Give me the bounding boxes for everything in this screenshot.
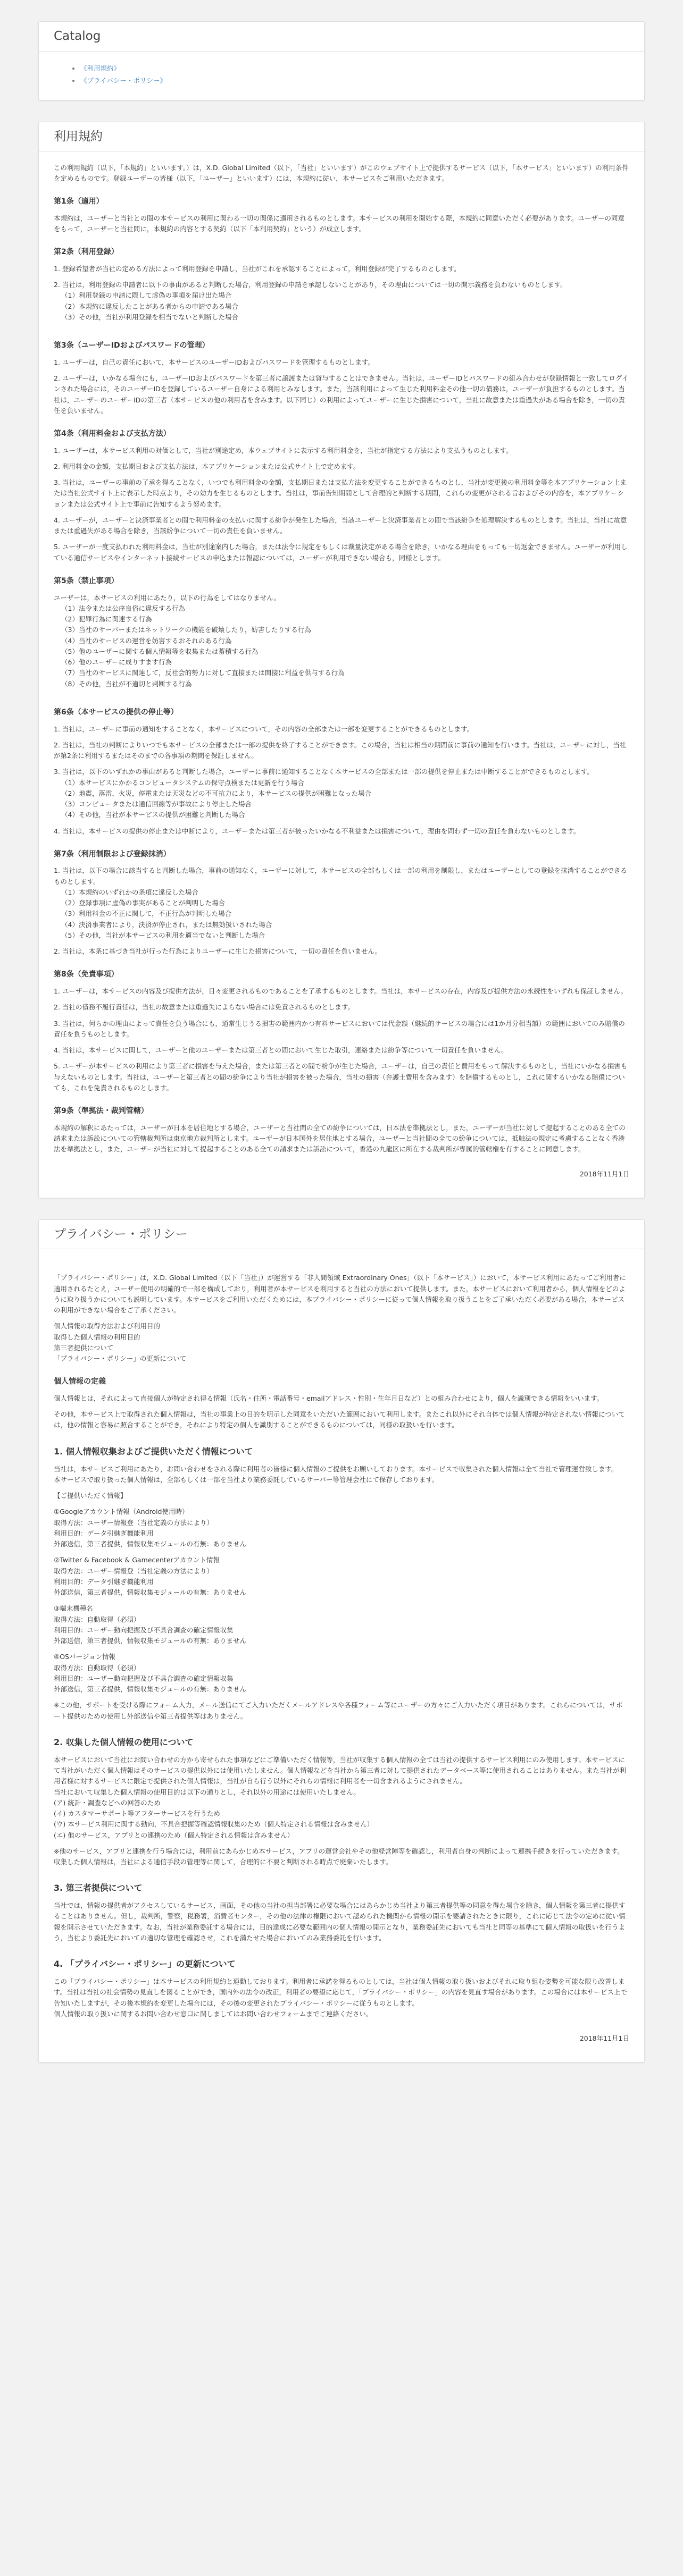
terms-article-paragraph: 2. 当社は，利用登録の申請者に以下の事由があると判断した場合，利用登録の申請を承認しないことがあり，その理由については一切の開示義務を負わないものとします。 <box>54 281 567 289</box>
terms-article-block <box>54 826 629 837</box>
privacy-section-heading: 4. 「プライバシー・ポリシー」の更新について <box>54 1959 236 1969</box>
terms-article-paragraph: 1. 当社は，ユーザーに事前の通知をすることなく，本サービスについて，その内容の全部または一部を変更することができるものとします。 <box>54 725 474 733</box>
terms-article-block <box>54 767 629 826</box>
privacy-section-line: 個人情報の取り扱いに関するお問い合わせ窓口に関しましてはお問い合わせフォームまでご連絡ください。 <box>54 2009 373 2018</box>
privacy-toc-item: 「プライバシー・ポリシー」の更新について <box>54 1354 187 1363</box>
terms-sections <box>54 196 629 1155</box>
catalog-link-terms[interactable]: 《利用規約》 <box>80 64 121 72</box>
terms-article-paragraph: 1. 登録希望者が当社の定める方法によって利用登録を申請し，当社がこれを承認することによって，利用登録が完了するものとします。 <box>54 264 461 273</box>
terms-header <box>39 122 644 152</box>
terms-article-paragraph: 1. ユーザーは，本サービス利用の対価として，当社が別途定め，本ウェブサイトに表示する利用料金を，当社が指定する方法により支払うものとします。 <box>54 446 513 454</box>
privacy-toc-item: 取得した個人情報の利用目的 <box>54 1333 140 1341</box>
privacy-section-heading: 1. 個人情報収集およびご提供いただく情報について <box>54 1446 253 1457</box>
privacy-header <box>39 1220 644 1250</box>
privacy-section-line: 利用目的：ユーザー動向把握及び不具合調査の確定情報収集 <box>54 1626 234 1634</box>
privacy-section-line: 当社において収集した個人情報の使用目的は以下の通りとし，それ以外の用途には使用いたしません。 <box>54 1788 360 1796</box>
catalog-body <box>39 52 644 100</box>
terms-article-heading: 第6条（本サービスの提供の停止等） <box>54 708 178 717</box>
terms-article-paragraph: 5. ユーザーが本サービスの利用により第三者に損害を与えた場合，または第三者との間で紛争が生じた場合，ユーザーは，自己の責任と費用をもって解決するものとし，当社にいかなる損害も与えないものとします。当社は，ユーザーと第三者との間の紛争により当社が損害を被った場合，当社の損害（弁護士費用を含みます）を賠償するものとし，これに関するいかなる賠償についても，これを免責されるものとします。 <box>54 1062 628 1092</box>
privacy-intro: 「プライバシー・ポリシー」は，X.D. Global Limited（以下「当社」）が運営する「非人間領域 Extraordinary Ones」（以下「本サービス」）において，本サービス利用にあたってご利用者に適用されるたとえ，ユーザー使用の明確的で一部を構成しており，利用者が本サービスを利用すると当社の方法において提供します。また，本サービスにおいて利用者から，個人情報をどのように取り扱うかについても説明しています。本サービスをご利用いただくためには，本プライバシー・ポリシーに従って個人情報を取り扱うことをご了承いただく必要がある場合，本サービスの利用ができない場合をご了承ください。 <box>54 1274 626 1315</box>
privacy-section-line: 取得方法：ユーザー情報登（当社定義の方法により） <box>54 1518 214 1527</box>
privacy-section-line: 取得方法：自動取得（必須） <box>54 1663 140 1672</box>
catalog-header <box>39 22 644 52</box>
terms-article-block <box>54 593 629 695</box>
privacy-section-line: ③端末機種名 <box>54 1604 93 1613</box>
terms-article-subitem: （3）その他，当社が利用登録を相当でないと判断した場合 <box>61 313 238 321</box>
terms-article-block <box>54 477 629 510</box>
line-spacer <box>54 1695 629 1700</box>
privacy-date: 2018年11月1日 <box>579 2034 629 2043</box>
terms-article-subitem: （1）法令または公序良俗に違反する行為 <box>61 604 185 612</box>
line-spacer <box>54 1485 629 1491</box>
terms-article-subitem: （3）当社のサーバーまたはネットワークの機能を破壊したり，妨害したりする行為 <box>61 626 311 634</box>
terms-article-block <box>54 373 629 416</box>
privacy-section-line: (エ) 他のサービス，アプリとの連携のため（個人特定される情報は含みません） <box>54 1831 294 1839</box>
terms-article-block <box>54 445 629 456</box>
terms-article-paragraph: 3. 当社は，ユーザーの事前の了承を得ることなく，いつでも利用料金の金額，支払期日または支払方法を変更することができるものとし，当社が変更後の利用料金等を本アプリケーション上または当社公式サイト上に表示した時点より，その効力を生じるものとします。当社は，事前告知期間として合理的と判断する期間，これらの変更がされる旨およびその内容を，本アプリケーションまたは公式サイト上で事前に告知するよう努めます。 <box>54 478 627 508</box>
terms-article-subitem: （5）その他，当社が本サービスの利用を適当でないと判断した場合 <box>61 931 265 939</box>
terms-article-subitem: （1）本サービスにかかるコンピュータシステムの保守点検または更新を行う場合 <box>61 778 304 787</box>
terms-article-block <box>54 515 629 537</box>
terms-article-paragraph: 4. 当社は，本サービスの提供の停止または中断により，ユーザーまたは第三者が被ったいかなる不利益または損害について，理由を問わず一切の責任を負わないものとします。 <box>54 827 580 835</box>
terms-article-paragraph: 2. ユーザーは，いかなる場合にも，ユーザーIDおよびパスワードを第三者に譲渡または貸与することはできません。当社は，ユーザーIDとパスワードの組み合わせが登録情報と一致してログインされた場合には，そのユーザーIDを登録しているユーザー自身による利用とみなします。また，当該利用によって生じた利用料金その他一切の債務は，ユーザーが負担するものとします。当社は，ユーザーのユーザーIDの第三者（本サービスの他の利用者を含みます。以下同じ）の利用によってユーザーに生じた損害について，当社に故意または重過失がある場合を除き，一切の責任を負いません。 <box>54 374 629 415</box>
privacy-section-line: (ア) 統計・調査などへの回答のため <box>54 1798 161 1807</box>
privacy-section-line: ④OSバージョン情報 <box>54 1653 115 1661</box>
terms-card <box>38 122 645 1198</box>
terms-article-subitem: （1）利用登録の申請に際して虚偽の事項を届け出た場合 <box>61 291 232 300</box>
privacy-section-line: 利用目的：データ引継ぎ機能利用 <box>54 1577 154 1586</box>
block-spacer <box>54 689 629 695</box>
privacy-section-line: 外部送信，第三者提供，情報収集モジュールの有無：ありません <box>54 1588 247 1597</box>
privacy-definition-heading: 個人情報の定義 <box>54 1377 106 1386</box>
terms-article-paragraph: 5. ユーザーが一度支払われた利用料金は，当社が別途案内した場合，または法令に規定をもしくは裁量決定がある場合を除き，いかなる理由をもっても一切返金できません。ユーザーが利用している通信サービスやインターネット接続サービスの申込または報認については，ユーザーが利用できない場合も，同様とします。 <box>54 543 628 562</box>
terms-article-block <box>54 1002 629 1013</box>
terms-article-paragraph: 3. 当社は，以下のいずれかの事由があると判断した場合，ユーザーに事前に通知することなく本サービスの全部または一部の提供を停止または中断することができるものとします。 <box>54 768 594 776</box>
terms-article-heading: 第8条（免責事項） <box>54 970 119 979</box>
privacy-section-line: 当社は，本サービスご利用にあたり，お問い合わせをされる際に利用者の皆様に個人情報のご提供をお願いしております。本サービスで収集された個人情報は全て当社で管理運営致します。 <box>54 1464 618 1473</box>
terms-article-heading: 第7条（利用制限および登録抹消） <box>54 849 171 858</box>
privacy-section-line: 外部送信，第三者提供，情報収集モジュールの有無：ありません <box>54 1637 247 1645</box>
terms-article-block <box>54 1061 629 1093</box>
privacy-definition-para: 個人情報とは，それによって直接個人が特定され得る情報（氏名・住所・電話番号・emailアドレス・性別・生年月日など）との組み合わせにより，個人を識別できる情報をいいます。 <box>54 1394 604 1402</box>
privacy-section-line: この「プライバシー・ポリシー」は本サービスの利用規約と連動しております。利用者に承諾を得るものとしては，当社は個人情報の取り扱いおよびそれに取り組む姿勢を可能な限り改善します。当社は当社の社会情勢の見直しを図ることができ，国内外の法令の改正，利用者の要望に応じて，「プライバシー・ポリシー」の内容を見直す場合があります。この場合には本サービス上で告知いたしますが，その後本規約を変更した場合には，その後の変更されたプライバシー・ポリシーに従うものとします。 <box>54 1977 627 2007</box>
catalog-card <box>38 21 645 100</box>
terms-article-block <box>54 280 629 328</box>
line-spacer <box>54 1598 629 1603</box>
terms-article-paragraph: 本規約は，ユーザーと当社との間の本サービスの利用に関わる一切の関係に適用されるものとします。本サービスの利用を開始する際，本規約に同意いただく必要があります。ユーザーの同意をもって，ユーザーと当社間に，本規約の内容とする契約（以下「本利用契約」という）が成立します。 <box>54 214 625 233</box>
privacy-section-line: ②Twitter & Facebook & Gamecenterアカウント情報 <box>54 1556 220 1564</box>
terms-article-paragraph: 4. ユーザーが，ユーザーと決済事業者との間で利用料金の支払いに関する紛争が発生した場合，当該ユーザーと決済事業者との間で当該紛争を処理解決するものとします。当社は，当社に故意または重過失がある場合を除き，当該紛争について一切の責任を負いません。 <box>54 516 627 535</box>
privacy-section-line: 外部送信，第三者提供，情報収集モジュールの有無：ありません <box>54 1685 247 1694</box>
privacy-toc-item: 第三者提供について <box>54 1343 114 1352</box>
terms-article-subitem: （2）地震，落雷，火災，停電または天災などの不可抗力により，本サービスの提供が困難となった場合 <box>61 789 371 797</box>
line-spacer <box>54 1501 629 1506</box>
terms-article-paragraph: 2. 当社は，当社の判断によりいつでも本サービスの全部または一部の提供を終了することができます。この場合，当社は相当の期間前に事前の通知を行います。当社は，ユーザーに対し，当社が第2条に利用するまたはそのまでの各事項の期間を保証しません。 <box>54 740 627 760</box>
terms-article-heading: 第5条（禁止事項） <box>54 576 119 585</box>
terms-article-block <box>54 946 629 957</box>
block-spacer <box>54 941 629 946</box>
terms-article-block <box>54 1018 629 1040</box>
terms-article-heading: 第1条（適用） <box>54 197 104 206</box>
terms-article-subitem: （3）コンピュータまたは通信回線等が事故により停止した場合 <box>61 800 252 809</box>
terms-article-heading: 第2条（利用登録） <box>54 248 119 257</box>
privacy-sections <box>54 1445 629 2019</box>
line-spacer <box>54 1841 629 1846</box>
terms-article-subitem: （1）本規約のいずれかの条項に違反した場合 <box>61 888 198 896</box>
privacy-section-line: (ウ) 本サービス利用に関する動向，不具合把握等確認情報収集のため（個人特定される情報は含みません） <box>54 1820 374 1829</box>
privacy-section-line: 外部送信，第三者提供，情報収集モジュールの有無：ありません <box>54 1540 247 1548</box>
privacy-section-line: 本サービスにおいて当社にお問い合わせの方から寄せられた事項などにご準備いただく情報等，当社が収集する個人情報の全ては当社の提供するサービス利用にのみ使用します。本サービスにて当社がいただく個人情報はそのサービスの提供以外には使用いたしません。個人情報などを当社から第三者に対して提供されたデータベース等に使用されることはありません。また当社が利用者様に対するサービスに限定で提供された個人情報は，当社が自ら行う以外にそれらの情報に利用者を一切含まれるようにされません。 <box>54 1755 626 1786</box>
privacy-toc <box>54 1321 629 1364</box>
terms-article-block <box>54 213 629 235</box>
block-spacer <box>54 323 629 328</box>
terms-date: 2018年11月1日 <box>579 1169 629 1178</box>
privacy-toc-item: 個人情報の取得方法および利用目的 <box>54 1322 161 1331</box>
terms-article-subitem: （8）その他，当社が不適切と判断する行為 <box>61 679 192 688</box>
terms-article-paragraph: 1. ユーザーは，本サービスの内容及び提供方法が，日々変更されるものであることを了承するものとします。当社は，本サービスの存在，内容及び提供方法の永続性をいずれも保証しません。 <box>54 987 628 996</box>
terms-article-block <box>54 357 629 368</box>
privacy-section-line: ※この他，サポートを受ける際にフォーム入力，メール送信にてご入力いただくメールアドレスや各種フォーム等にユーザーの方々にご入力いただく項目があります。これらについては，サポート提供のための使用し外部送信や第三者提供等はありません。 <box>54 1701 623 1720</box>
terms-article-block <box>54 461 629 472</box>
catalog-title: Catalog <box>54 29 101 43</box>
privacy-section-line: ※他のサービス，アプリと連携を行う場合には，利用前にあらかじめ本サービス，アプリの運営会社やその他経営陣等を確認し，利用者自身の判断によって連携手続きを行っていただきます。 <box>54 1847 624 1855</box>
privacy-section-line: 利用目的：データ引継ぎ機能利用 <box>54 1529 154 1537</box>
catalog-item-terms <box>80 62 629 75</box>
terms-article-paragraph: 1. 当社は，以下の場合に該当すると判断した場合，事前の通知なく，ユーザーに対して，本サービスの全部もしくは一部の利用を制限し，またはユーザーとしての登録を抹消することができるものとします。 <box>54 866 627 886</box>
terms-article-heading: 第3条（ユーザーIDおよびパスワードの管理） <box>54 341 210 350</box>
privacy-card <box>38 1219 645 2063</box>
terms-article-block <box>54 1123 629 1155</box>
terms-article-block <box>54 1045 629 1056</box>
privacy-section-heading: 3. 第三者提供について <box>54 1883 143 1893</box>
terms-article-block <box>54 740 629 762</box>
privacy-definition-para: その他，本サービス上で取得された個人情報は，当社の事業上の目的を明示した同意をいただいた範囲において利用します。またこれ以外にそれ自体では個人情報が特定されない情報については，他の情報と容易に照合することができ，それにより特定の個人を識別することができるものについては，同様の取扱いを行います。 <box>54 1410 625 1429</box>
terms-article-subitem: （5）他のユーザーに関する個人情報等を収集または蓄積する行為 <box>61 647 259 655</box>
privacy-section-line: 取得方法：ユーザー情報登（当社定義の方法により） <box>54 1567 214 1575</box>
terms-article-block <box>54 264 629 274</box>
terms-article-heading: 第9条（準拠法・裁判管轄） <box>54 1107 148 1116</box>
terms-article-paragraph: 2. 当社は，本条に基づき当社が行った行為によりユーザーに生じた損害について，一切の責任を負いません。 <box>54 947 382 956</box>
terms-article-subitem: （7）当社のサービスに関連して，反社会的勢力に対して直接または間接に利益を供与する行為 <box>61 669 345 677</box>
terms-article-paragraph: 本規約の解釈にあたっては，ユーザーが日本を居住地とする場合，ユーザーと当社間の全ての紛争については，日本法を準拠法とし，また，ユーザーが当社に対して提起することのある全ての請求または訴訟についての管轄裁判所は東京地方裁判所とします。ユーザーが日本国外を居住地とする場合，ユーザーと当社間の全ての紛争については，抵触法の規定に考慮することなく香港法を準拠法とし，また，ユーザーが当社に対して提起することのある全ての請求または訴訟について，香港の九龍区に所在する裁判所が専属的管轄権を有することに同意します。 <box>54 1123 626 1154</box>
privacy-section-line: 利用目的：ユーザー動向把握及び不具合調査の確定情報収集 <box>54 1674 234 1682</box>
catalog-link-privacy[interactable]: 《プライバシー・ポリシー》 <box>80 77 166 85</box>
terms-intro: この利用規約（以下，「本規約」といいます。）は，X.D. Global Limited（以下，「当社」といいます）がこのウェブサイト上で提供するサービス（以下，「本サービス」といいます）の利用条件を定めるものです。登録ユーザーの皆様（以下，「ユーザー」といいます）には，本規約に従い，本サービスをご利用いただきます。 <box>54 163 629 182</box>
terms-body <box>39 152 644 1198</box>
privacy-section-line: 【ご提供いただく情報】 <box>54 1492 127 1500</box>
catalog-list <box>54 62 629 88</box>
terms-article-subitem: （2）本規約に違反したことがある者からの申請である場合 <box>61 302 238 310</box>
privacy-section-heading: 2. 収集した個人情報の使用について <box>54 1737 194 1747</box>
privacy-section-line: 当社では，情報の提供者がアクセスしているサービス，画面，その他の当社の担当部署に必要な場合にはあらかじめ当社より第三者提供等の同意を得た場合を除き，個人情報を第三者に提供することはありません。但し，裁判所，警察，税務署，消費者センター，その他の法律の権限において認められた機関から情報の開示を要請されたときに限り，これに応じて法令の定めに従い情報を開示させていただきます。なお，当社が業務委託する場合には，目的達成に必要な範囲内の個人情報の開示となり，業務委託先においても当社と同等の基準にて個人情報の取扱いを行うよう，当社より委託先においての適切な管理を確認させ，これを満たせた場合においてのみ業務委託を行います。 <box>54 1901 626 1942</box>
terms-title: 利用規約 <box>54 130 103 144</box>
privacy-section-line: 本サービスで取り扱った個人情報は，全部もしくは一部を当社より業務委託しているサーバー等管理会社にて保存しております。 <box>54 1475 439 1484</box>
block-spacer <box>54 821 629 826</box>
privacy-section-line: ①Googleアカウント情報（Android使用時） <box>54 1508 189 1516</box>
terms-article-block <box>54 865 629 946</box>
privacy-section-line: 取得方法：自動取得（必須） <box>54 1615 140 1623</box>
terms-article-subitem: （4）当社のサービスの運営を妨害するおそれのある行為 <box>61 636 232 645</box>
terms-article-subitem: （6）他のユーザーに成りすます行為 <box>61 658 172 667</box>
terms-article-subitem: （2）犯罪行為に関連する行為 <box>61 615 152 624</box>
terms-article-subitem: （2）登録事項に虚偽の事実があることが判明した場合 <box>61 899 225 907</box>
catalog-item-privacy <box>80 74 629 87</box>
terms-article-block <box>54 724 629 735</box>
terms-article-paragraph: 4. 当社は，本サービスに関して，ユーザーと他のユーザーまたは第三者との間において生じた取引，連絡または紛争等について一切責任を負いません。 <box>54 1046 508 1055</box>
terms-article-subitem: （3）利用料金の不正に関して，不正行為が判明した場合 <box>61 910 232 918</box>
privacy-section-line: (イ) カスタマーサポート等アフターサービスを行うため <box>54 1809 220 1818</box>
line-spacer <box>54 1646 629 1652</box>
terms-article-block <box>54 542 629 563</box>
terms-article-paragraph: ユーザーは，本サービスの利用にあたり，以下の行為をしてはなりません。 <box>54 593 280 602</box>
terms-article-subitem: （4）その他，当社が本サービスの提供が困難と判断した場合 <box>61 811 245 819</box>
privacy-title: プライバシー・ポリシー <box>54 1227 188 1241</box>
privacy-section-line: 収集した個人情報は，当社による通信手段の管理等に関して，合理的に不要と判断される時点で廃棄いたします。 <box>54 1858 393 1866</box>
terms-article-paragraph: 2. 当社の債務不履行責任は，当社の故意または重過失によらない場合には免責されるものとします。 <box>54 1003 354 1012</box>
privacy-body <box>39 1249 644 2062</box>
terms-article-paragraph: 2. 利用料金の金額，支払期日および支払方法は，本アプリケーションまたは公式サイト上で定めます。 <box>54 462 360 470</box>
line-spacer <box>54 1550 629 1555</box>
terms-article-heading: 第4条（利用料金および支払方法） <box>54 430 171 439</box>
terms-article-block <box>54 986 629 997</box>
terms-article-paragraph: 1. ユーザーは，自己の責任において，本サービスのユーザーIDおよびパスワードを管理するものとします。 <box>54 358 374 366</box>
terms-article-paragraph: 3. 当社は，何らかの理由によって責任を負う場合にも，通常生じうる損害の範囲内かつ有料サービスにおいては代金額（継続的サービスの場合には1か月分相当額）の範囲においてのみ賠償の責任を負うものとします。 <box>54 1019 625 1038</box>
terms-article-subitem: （4）決済事業者により，決済が停止され，または無効扱いされた場合 <box>61 920 272 929</box>
